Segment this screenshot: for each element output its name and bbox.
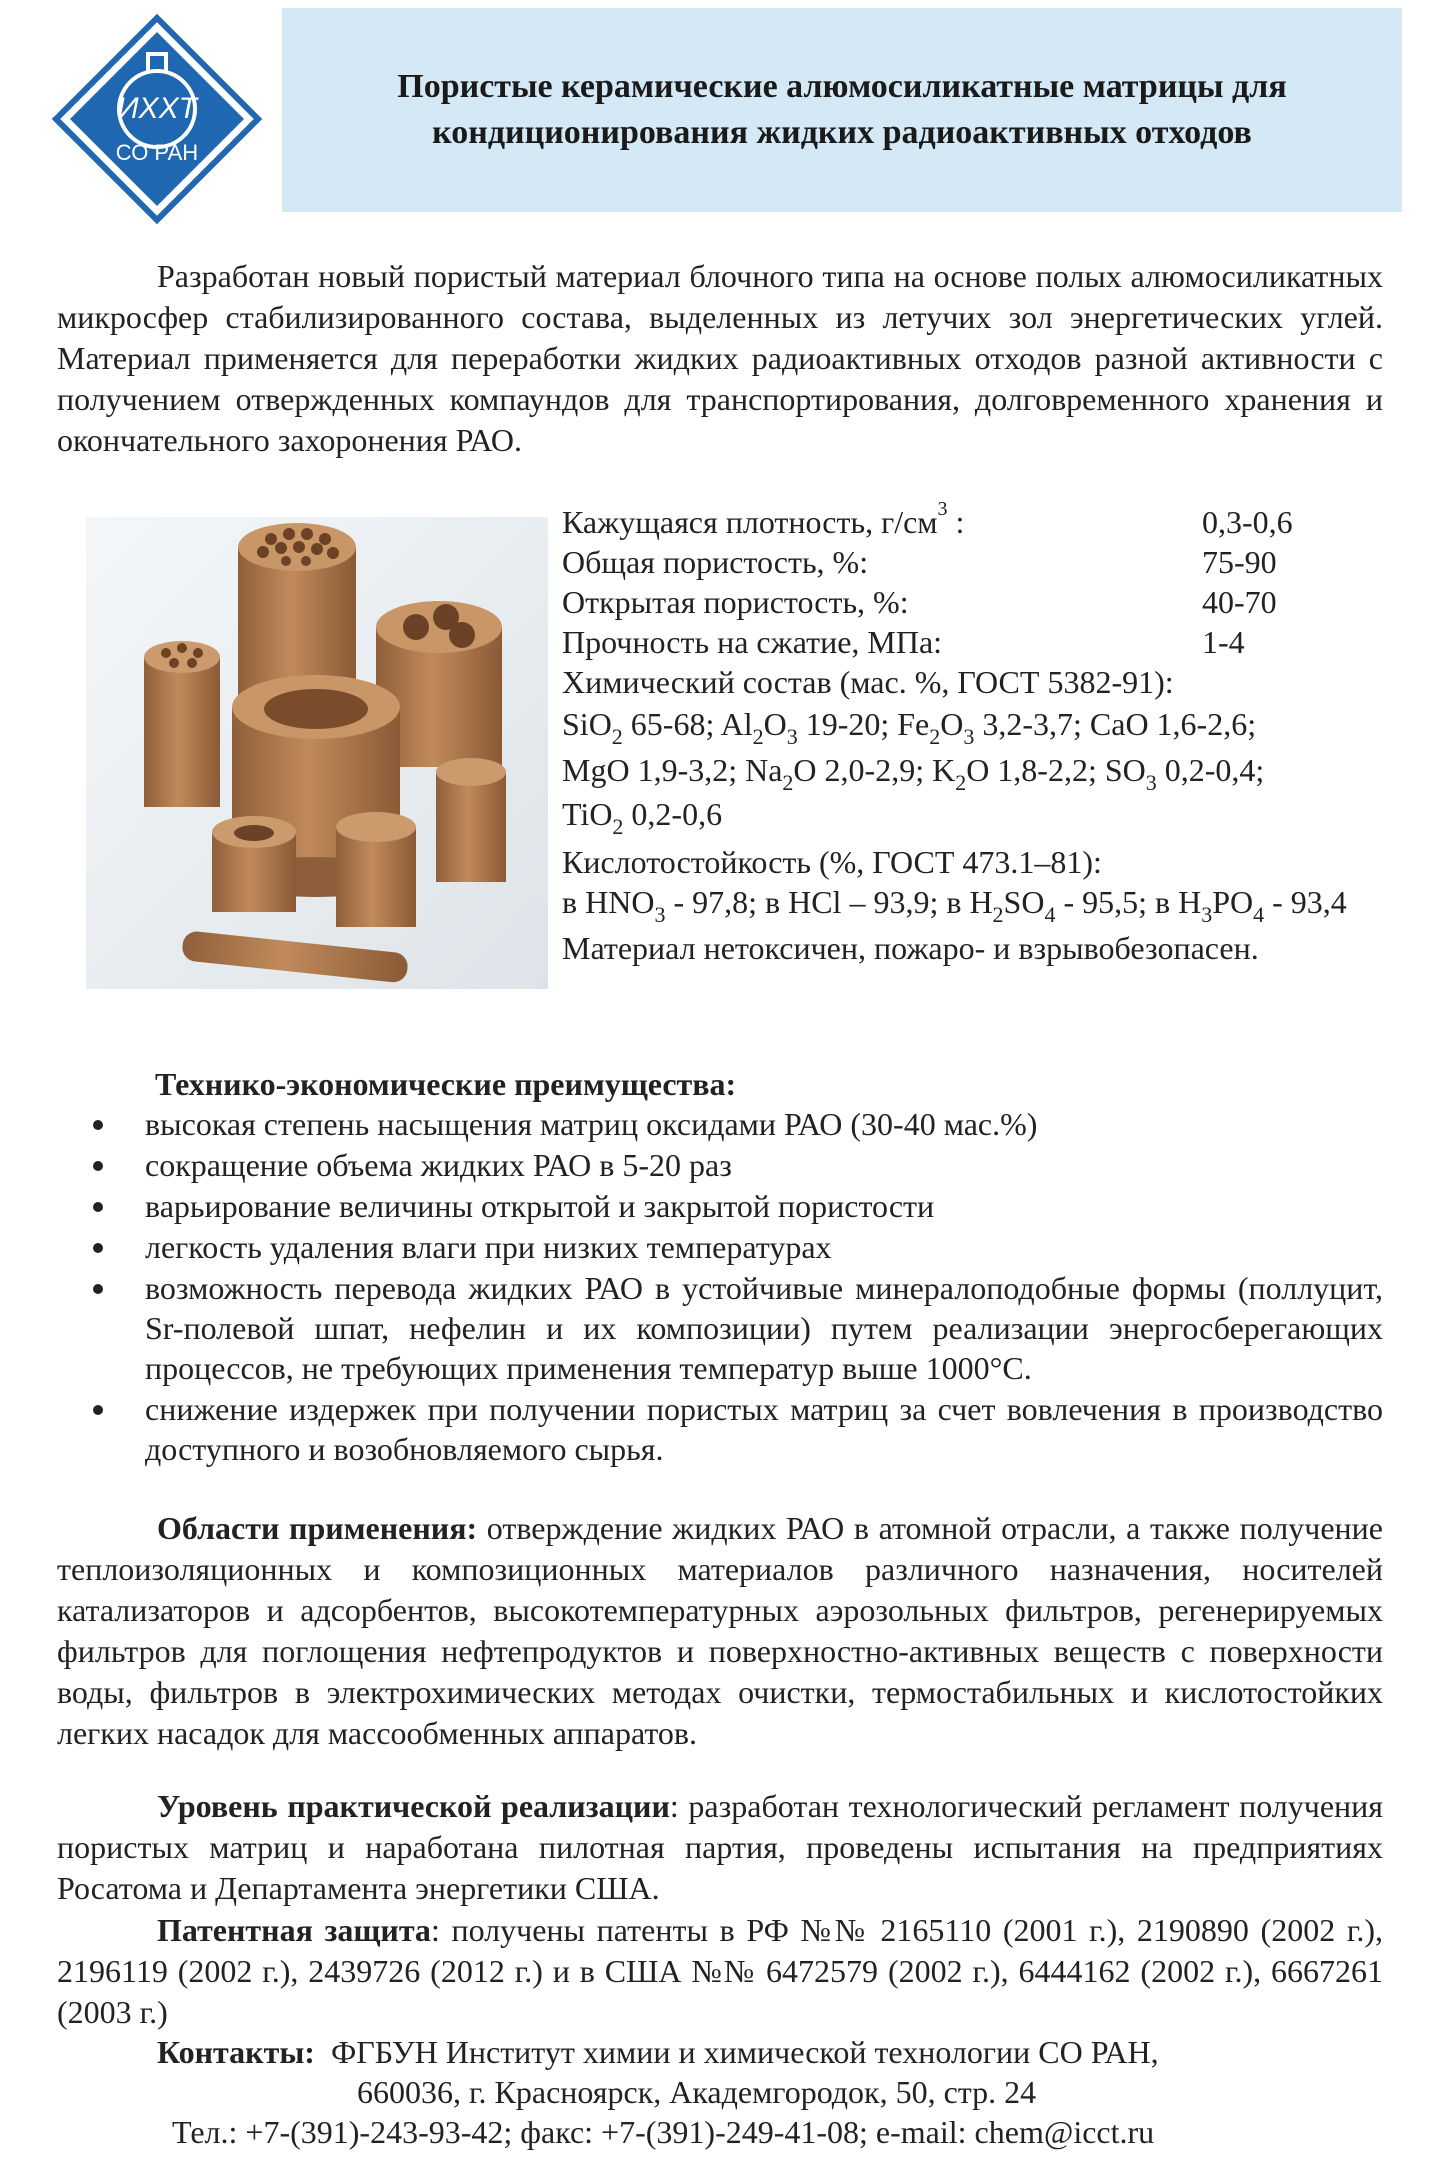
logo-text-bottom: СО РАН [115,140,199,165]
formula-subscript: 3 [963,724,975,749]
formula-text: O 1,8-2,2; SO [966,752,1146,788]
formula-text: SiO [562,706,612,742]
bullet-icon [93,1202,103,1212]
applications-text: отверждение жидких РАО в атомной отрасли, а также получение теплоизоляционных и композиционных материалов различного назначения, носителей катализаторов и адсорбентов, высокотемпературных аэрозольных фильтров, регенерируемых фильтров для поглощения нефтепродуктов и поверхностно-активных веществ с поверхности воды, фильтров в электрохимических методах очистки, термостабильных и кислотостойких легких насадок для массообменных аппаратов. [57,1510,1384,1751]
chem-composition-line [562,796,723,839]
formula-subscript: 3 [1201,902,1213,927]
property-unit-exponent: 3 [937,498,948,520]
formula-text: 19-20; Fe [797,706,930,742]
formula-text: O 2,0-2,9; K [793,752,956,788]
formula-text: MgO 1,9-3,2; Na [562,752,783,788]
formula-subscript: 2 [992,902,1004,927]
property-value: 40-70 [1202,584,1277,620]
list-item [57,1145,1383,1185]
formula-text: TiO [562,796,613,832]
formula-text: O [940,706,964,742]
list-item [57,1268,1383,1388]
formula-text: 0,2-0,4; [1156,752,1265,788]
formula-text: PO [1212,884,1254,920]
list-item [57,1104,1383,1144]
bullet-icon [93,1161,103,1171]
level-text: : разработан технологический регламент получения пористых матриц и наработана пилотная партия, проведены испытания на предприятиях Росатома и Департамента энергетики США. [57,1788,1384,1906]
formula-subscript: 4 [1044,902,1056,927]
institute-logo [52,14,262,224]
formula-text: 3,2-3,7; CaO 1,6-2,6; [974,706,1257,742]
property-row [562,624,1245,664]
advantages-heading: Технико-экономические преимущества: [155,1066,737,1102]
formula-subscript: 2 [929,724,941,749]
patents-paragraph [57,1910,1383,2033]
bullet-icon [93,1284,103,1294]
intro-paragraph: Разработан новый пористый материал блочного типа на основе полых алюмосиликатных микросфер стабилизированного состава, выделенных из летучих зол энергетических углей. Материал применяется для переработки жидких радиоактивных отходов разной активности с получением отвержденных компаундов для транспортирования, долговременного хранения и окончательного захоронения РАО. [57,258,1383,458]
bullet-icon [93,1405,103,1415]
formula-subscript: 2 [782,770,794,795]
property-value: 75-90 [1202,544,1277,580]
contacts-lead: Контакты: [157,2034,315,2070]
advantage-text: возможность перевода жидких РАО в устойчивые минералоподобные формы (поллуцит, Sr-полевой шпат, нефелин и их композиции) путем реализации энергосберегающих процессов, не требующих применения температур выше 1000°С. [145,1270,1383,1386]
formula-subscript: 2 [611,724,623,749]
chem-composition-line [562,752,1265,795]
contacts-address: 660036, г. Красноярск, Академгородок, 50, стр. 24 [357,2074,1037,2110]
advantage-text: легкость удаления влаги при низких температурах [145,1229,832,1265]
title-line-1: Пористые керамические алюмосиликатные матрицы для [397,68,1287,105]
contacts-org: ФГБУН Институт химии и химической технологии СО РАН, [330,2034,1159,2070]
advantage-text: сокращение объема жидких РАО в 5-20 раз [145,1147,732,1183]
bullet-icon [93,1243,103,1253]
advantage-text: варьирование величины открытой и закрытой пористости [145,1188,935,1224]
formula-text: SO [1003,884,1045,920]
property-suffix: : [947,504,965,540]
level-lead: Уровень практической реализации [157,1788,670,1824]
advantage-text: высокая степень насыщения матриц оксидами РАО (30-40 мас.%) [145,1106,1038,1142]
formula-text: - 93,4 [1264,884,1347,920]
formula-subscript: 2 [612,814,624,839]
property-value: 1-4 [1202,624,1245,660]
advantage-text: снижение издержек при получении пористых матриц за счет вовлечения в производство доступного и возобновляемого сырья. [145,1391,1383,1467]
property-label: Прочность на сжатие, МПа: [562,624,943,660]
formula-text: 65-68; Al [622,706,753,742]
contacts-block [57,2032,1383,2152]
list-item [57,1227,1383,1267]
logo-text-top: ИХХТ [117,92,197,125]
formula-text: - 97,8; в HCl – 93,9; в H [665,884,993,920]
property-label: Общая пористость, %: [562,544,869,580]
formula-subscript: 2 [955,770,967,795]
formula-text: - 95,5; в H [1055,884,1202,920]
product-photo [86,517,548,989]
formula-subscript: 2 [752,724,764,749]
chem-composition-line [562,706,1257,749]
formula-subscript: 3 [654,902,666,927]
property-row [562,544,1277,584]
property-row [562,584,1277,624]
formula-subscript: 3 [786,724,798,749]
list-item [57,1186,1383,1226]
title-line-2: кондиционирования жидких радиоактивных отходов [432,114,1252,151]
formula-subscript: 4 [1253,902,1265,927]
acid-resistance-line [562,884,1347,927]
patents-lead: Патентная защита [157,1912,431,1948]
applications-lead: Области применения: [157,1510,478,1546]
applications-paragraph [57,1508,1383,1754]
safety-note: Материал нетоксичен, пожаро- и взрывобезопасен. [562,930,1259,966]
level-paragraph [57,1786,1383,1909]
formula-subscript: 3 [1145,770,1157,795]
formula-text: 0,2-0,6 [623,796,723,832]
formula-text: в HNO [562,884,655,920]
advantages-list [57,1104,1383,1470]
property-value: 0,3-0,6 [1202,504,1293,540]
acid-resistance-heading: Кислотостойкость (%, ГОСТ 473.1–81): [562,844,1102,880]
property-row [562,498,1293,544]
bullet-icon [93,1120,103,1130]
contacts-phone: Тел.: +7-(391)-243-93-42; факс: +7-(391)-249-41-08; e-mail: chem@icct.ru [172,2114,1155,2150]
list-item [57,1389,1383,1469]
property-label: Открытая пористость, %: [562,584,909,620]
property-label: Кажущаяся плотность, г/см [562,504,938,540]
formula-text: O [763,706,787,742]
page-title [282,64,1402,156]
patents-text: : получены патенты в РФ №№ 2165110 (2001 г.), 2190890 (2002 г.), 2196119 (2002 г.), 2439726 (2012 г.) и в США №№ 6472579 (2002 г.), 6444162 (2002 г.), 6667261 (2003 г.) [57,1912,1384,2030]
chem-composition-heading: Химический состав (мас. %, ГОСТ 5382-91): [562,664,1174,700]
